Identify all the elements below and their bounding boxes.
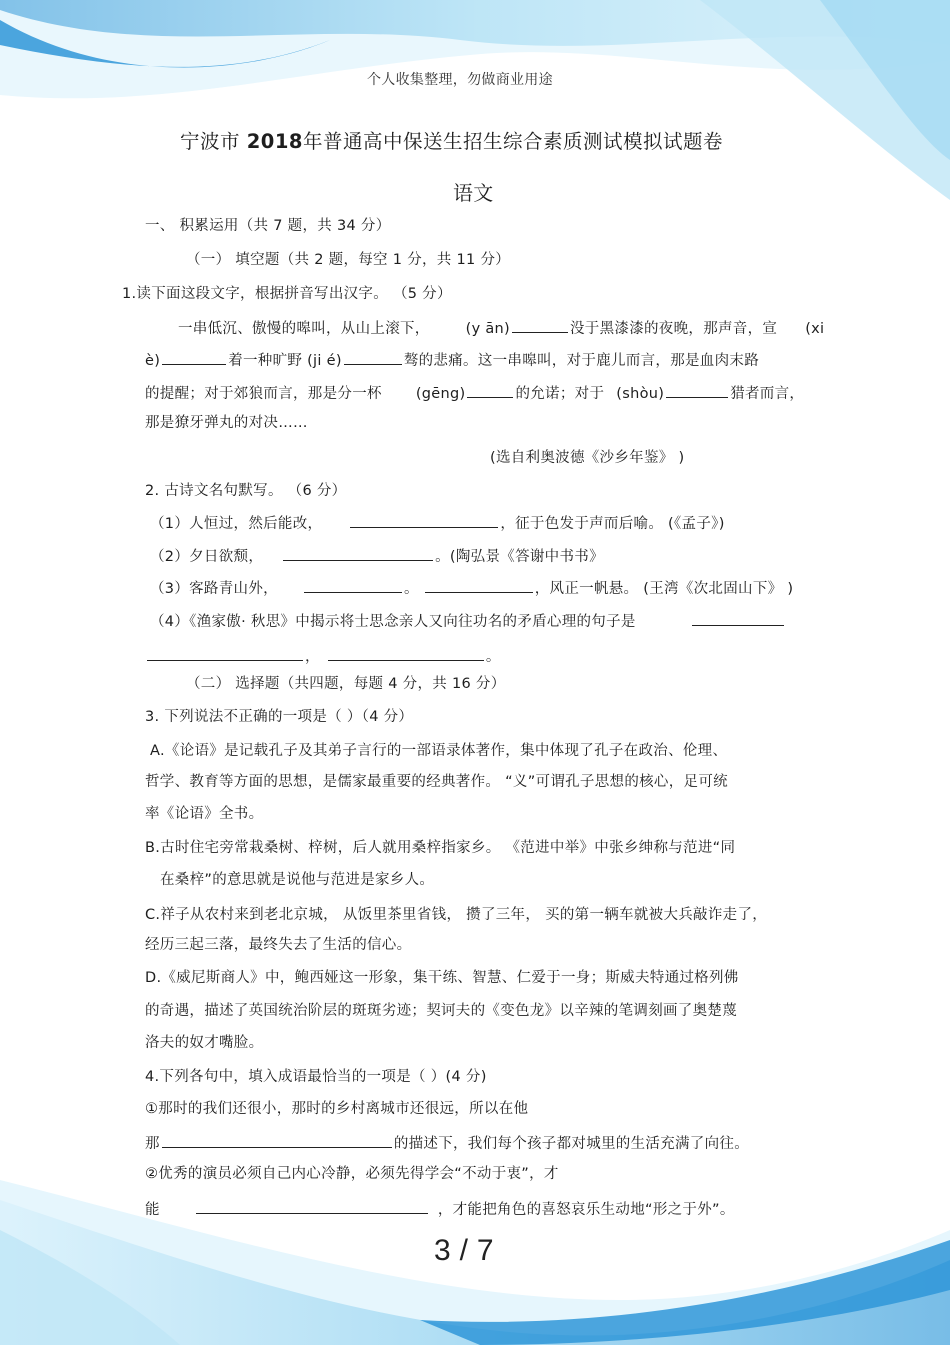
question-3-option-c-2: 经历三起三落，最终失去了生活的信心。 xyxy=(145,937,412,953)
question-3-option-c-1: C.祥子从农村来到老北京城， 从饭里茶里省钱， 攒了三年， 买的第一辆车就被大兵敲诈走了， xyxy=(145,907,768,923)
question-1-line-4: 那是獠牙弹丸的对决…… xyxy=(145,415,308,431)
question-1-stem: 1.读下面这段文字，根据拼音写出汉字。 （5 分） xyxy=(122,286,452,302)
text: 猎者而言， xyxy=(730,386,805,402)
pinyin-jie: 着一种旷野 (ji é) xyxy=(228,353,342,369)
text: ，才能把角色的喜怒哀乐生动地“形之于外”。 xyxy=(437,1202,735,1218)
text: 的提醒；对于郊狼而言，那是分一杯 xyxy=(145,386,382,402)
question-4-stem: 4.下列各句中，填入成语最恰当的一项是（ ）(4 分) xyxy=(145,1069,487,1085)
pinyin-xie: (xi xyxy=(805,321,825,337)
text: （1）人恒过，然后能改， xyxy=(150,516,323,532)
question-3-option-a-2: 哲学、教育等方面的思想，是儒家最重要的经典著作。 “义”可谓孔子思想的核心，足可统 xyxy=(145,774,728,790)
answer-blank[interactable] xyxy=(304,576,402,593)
text: 。(陶弘景《答谢中书书》 xyxy=(435,549,604,565)
pinyin-yan: (y ān) xyxy=(465,321,510,337)
answer-blank[interactable] xyxy=(425,576,533,593)
question-2-item-1 xyxy=(150,511,725,534)
question-3-option-d-3: 洛夫的奴才嘴脸。 xyxy=(145,1035,264,1051)
text: ，征于色发于声而后喻。 (《孟子》) xyxy=(500,516,725,532)
question-3-option-a-1: A.《论语》是记载孔子及其弟子言行的一部语录体著作，集中体现了孔子在政治、伦理、 xyxy=(150,743,728,759)
section-heading-1: 一、 积累运用（共 7 题，共 34 分） xyxy=(145,218,391,234)
question-2-item-2 xyxy=(150,544,604,567)
exam-title xyxy=(180,129,723,155)
subsection-heading-fill: （一） 填空题（共 2 题，每空 1 分，共 11 分） xyxy=(186,252,511,268)
answer-blank[interactable] xyxy=(666,381,728,398)
question-2-item-3 xyxy=(150,576,793,599)
question-3-stem: 3. 下列说法不正确的一项是（ ）（4 分） xyxy=(145,709,414,725)
question-1-line-2 xyxy=(145,348,759,371)
answer-blank[interactable] xyxy=(196,1197,428,1214)
answer-blank[interactable] xyxy=(692,609,784,626)
question-3-option-b-2: 在桑梓”的意思就是说他与范进是家乡人。 xyxy=(160,872,435,888)
text: 的允诺；对于 xyxy=(515,386,605,402)
question-1-line-1 xyxy=(178,316,824,339)
question-4-sentence-1-cont xyxy=(145,1131,749,1154)
text: （3）客路青山外， xyxy=(150,581,278,597)
text: 没于黑漆漆的夜晚，那声音，宣 xyxy=(570,321,778,337)
question-4-sentence-2-cont xyxy=(145,1197,735,1220)
text: （4）《渔家傲· 秋思》中揭示将士思念亲人又向往功名的矛盾心理的句子是 xyxy=(150,614,636,630)
pinyin-geng: (gēng) xyxy=(415,386,466,402)
question-2-item-4-cont xyxy=(145,644,501,667)
text: ，风正一帆悬。 (王湾《次北固山下》 ) xyxy=(534,581,794,597)
text: 骜的悲痛。这一串嗥叫，对于鹿儿而言，那是血肉末路 xyxy=(403,353,760,369)
question-2-stem: 2. 古诗文名句默写。 （6 分） xyxy=(145,483,347,499)
text: （2）夕日欲颓， xyxy=(150,549,264,565)
question-2-item-4 xyxy=(150,609,786,632)
question-4-sentence-1: ①那时的我们还很小，那时的乡村离城市还很远，所以在他 xyxy=(145,1101,529,1117)
page-number: 3 / 7 xyxy=(434,1234,494,1267)
answer-blank[interactable] xyxy=(344,348,402,365)
answer-blank[interactable] xyxy=(512,316,568,333)
text: 一串低沉、傲慢的嗥叫，从山上滚下， xyxy=(178,321,430,337)
answer-blank[interactable] xyxy=(467,381,513,398)
question-3-option-b-1: B.古时住宅旁常栽桑树、梓树，后人就用桑梓指家乡。 《范进中举》中张乡绅称与范进“同 xyxy=(145,840,736,856)
answer-blank[interactable] xyxy=(283,544,433,561)
answer-blank[interactable] xyxy=(162,348,226,365)
subject-title: 语文 xyxy=(453,181,494,205)
page-header-note: 个人收集整理，勿做商业用途 xyxy=(367,72,553,88)
question-1-line-3 xyxy=(145,381,804,404)
answer-blank[interactable] xyxy=(162,1131,392,1148)
title-suffix: 年普通高中保送生招生综合素质测试模拟试题卷 xyxy=(302,130,723,153)
question-3-option-d-1: D.《威尼斯商人》中，鲍西娅这一形象，集干练、智慧、仁爱于一身；斯威夫特通过格列佛 xyxy=(145,970,739,986)
subsection-heading-choice: （二） 选择题（共四题，每题 4 分，共 16 分） xyxy=(186,676,506,692)
question-3-option-a-3: 率《论语》全书。 xyxy=(145,806,264,822)
answer-blank[interactable] xyxy=(147,644,303,661)
question-1-source: (选自利奥波德《沙乡年鉴》 ) xyxy=(490,450,685,466)
text: 那 xyxy=(145,1136,160,1152)
question-3-option-d-2: 的奇遇，描述了英国统治阶层的斑斑劣迹；契诃夫的《变色龙》以辛辣的笔调刻画了奥楚蔑 xyxy=(145,1003,737,1019)
text: ， xyxy=(305,649,320,665)
text: 。 xyxy=(485,649,501,665)
answer-blank[interactable] xyxy=(328,644,484,661)
text: 的描述下，我们每个孩子都对城里的生活充满了向往。 xyxy=(393,1136,750,1152)
text: 能 xyxy=(145,1202,160,1218)
answer-blank[interactable] xyxy=(350,511,498,528)
text: è) xyxy=(145,353,161,369)
title-prefix: 宁波市 xyxy=(180,130,247,153)
question-4-sentence-2: ②优秀的演员必须自己内心冷静，必须先得学会“不动于衷”，才 xyxy=(145,1166,559,1182)
text: 。 xyxy=(403,581,419,597)
pinyin-shou: (shòu) xyxy=(616,386,665,402)
title-year: 2018 xyxy=(246,130,303,153)
